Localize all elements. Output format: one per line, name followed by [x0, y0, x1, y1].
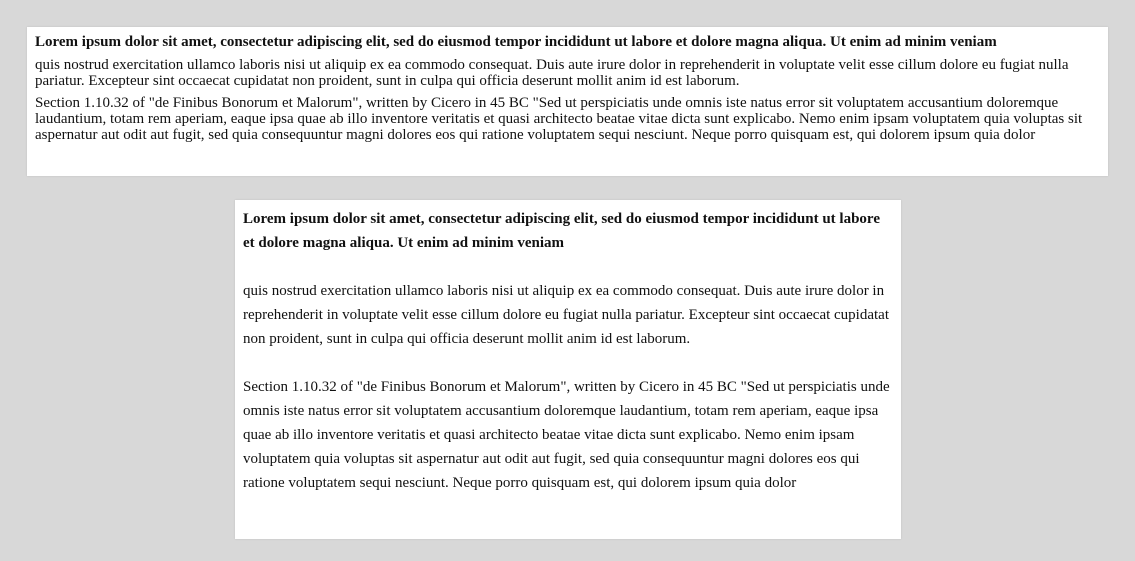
card-paragraph: quis nostrud exercitation ullamco laboris nisi ut aliquip ex ea commodo consequat. Duis aute irure dolor in reprehenderit in voluptate velit esse cillum dolore eu fugiat nulla pariatur. Excepteur sint occaecat cupidatat non proident, sunt in culpa qui officia deserunt mollit anim id est laborum. — [243, 283, 889, 347]
compact-text-card — [27, 27, 1108, 176]
card-paragraph: Section 1.10.32 of "de Finibus Bonorum et Malorum", written by Cicero in 45 BC "Sed ut perspiciatis unde omnis iste natus error sit voluptatem accusantium doloremque laudantium, totam rem aperiam, eaque ipsa quae ab illo inventore veritatis et quasi architecto beatae vitae dicta sunt explicabo. Nemo enim ipsam voluptatem quia voluptas sit aspernatur aut odit aut fugit, sed quia consequuntur magni dolores eos qui ratione voluptatem sequi nesciunt. Neque porro quisquam est, qui dolorem ipsum quia dolor — [35, 95, 1083, 143]
card-title: Lorem ipsum dolor sit amet, consectetur adipiscing elit, sed do eiusmod tempor incididunt ut labore et dolore magna aliqua. Ut enim ad minim veniam — [35, 34, 997, 50]
spaced-text-card — [235, 200, 901, 539]
card-paragraph: quis nostrud exercitation ullamco laboris nisi ut aliquip ex ea commodo consequat. Duis aute irure dolor in reprehenderit in voluptate velit esse cillum dolore eu fugiat nulla pariatur. Excepteur sint occaecat cupidatat non proident, sunt in culpa qui officia deserunt mollit anim id est laborum. — [35, 57, 1069, 89]
card-title: Lorem ipsum dolor sit amet, consectetur adipiscing elit, sed do eiusmod tempor incididunt ut labore et dolore magna aliqua. Ut enim ad minim veniam — [243, 211, 880, 251]
card-paragraph: Section 1.10.32 of "de Finibus Bonorum et Malorum", written by Cicero in 45 BC "Sed ut perspiciatis unde omnis iste natus error sit voluptatem accusantium doloremque laudantium, totam rem aperiam, eaque ipsa quae ab illo inventore veritatis et quasi architecto beatae vitae dicta sunt explicabo. Nemo enim ipsam voluptatem quia voluptas sit aspernatur aut odit aut fugit, sed quia consequuntur magni dolores eos qui ratione voluptatem sequi nesciunt. Neque porro quisquam est, qui dolorem ipsum quia dolor — [243, 379, 890, 491]
